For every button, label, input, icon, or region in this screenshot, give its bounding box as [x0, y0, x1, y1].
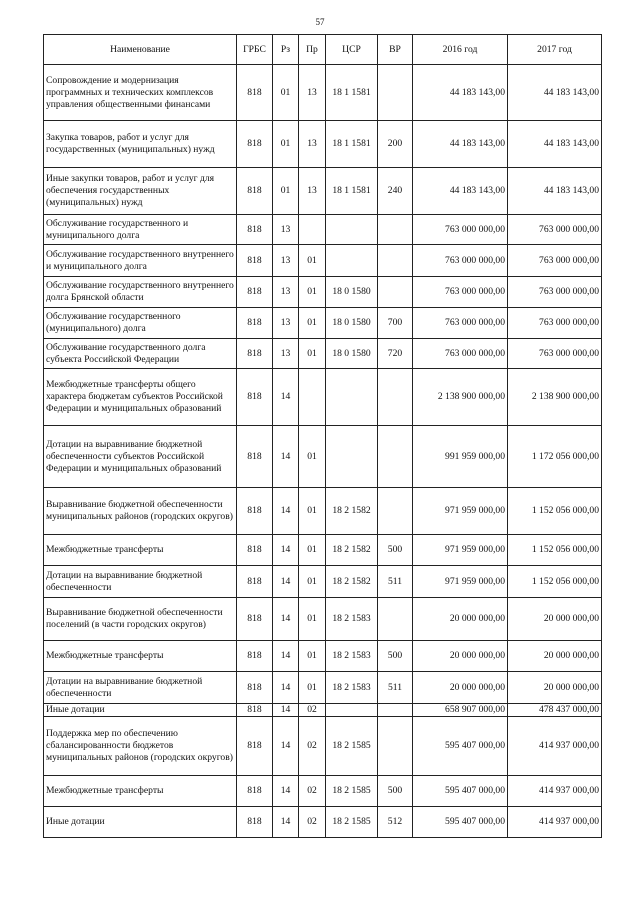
row-vr: [378, 598, 413, 641]
row-name: Обслуживание государственного внутреннего и муниципального долга: [44, 245, 237, 277]
row-pr: 02: [299, 717, 326, 776]
row-2017: 2 138 900 000,00: [508, 369, 602, 426]
row-grbs: 818: [237, 168, 273, 215]
row-2016: 971 959 000,00: [413, 535, 508, 566]
row-name: Поддержка мер по обеспечению сбалансированности бюджетов муниципальных районов (городских округов): [44, 717, 237, 776]
row-pr: 13: [299, 168, 326, 215]
row-rz: 14: [273, 717, 299, 776]
row-pr: 01: [299, 339, 326, 369]
row-csr: [326, 215, 378, 245]
row-2017: 44 183 143,00: [508, 121, 602, 168]
header-csr: ЦСР: [326, 35, 378, 65]
row-vr: 500: [378, 535, 413, 566]
header-pr: Пр: [299, 35, 326, 65]
row-rz: 13: [273, 308, 299, 339]
row-csr: [326, 426, 378, 488]
row-vr: [378, 488, 413, 535]
row-rz: 14: [273, 369, 299, 426]
row-rz: 14: [273, 776, 299, 807]
row-vr: 500: [378, 776, 413, 807]
row-csr: 18 2 1583: [326, 641, 378, 672]
row-csr: 18 2 1582: [326, 535, 378, 566]
table-row: [44, 215, 602, 245]
row-vr: [378, 245, 413, 277]
row-vr: 511: [378, 566, 413, 598]
row-pr: [299, 369, 326, 426]
row-2016: 971 959 000,00: [413, 566, 508, 598]
row-csr: [326, 369, 378, 426]
row-2016: 44 183 143,00: [413, 65, 508, 121]
row-grbs: 818: [237, 369, 273, 426]
row-rz: 14: [273, 566, 299, 598]
row-rz: 14: [273, 704, 299, 717]
row-pr: 01: [299, 535, 326, 566]
header-grbs: ГРБС: [237, 35, 273, 65]
row-name: Иные дотации: [44, 704, 237, 717]
budget-table: [43, 34, 602, 838]
table-row: [44, 704, 602, 717]
row-csr: 18 2 1583: [326, 672, 378, 704]
table-row: [44, 65, 602, 121]
header-name: Наименование: [44, 35, 237, 65]
row-name: Закупка товаров, работ и услуг для государственных (муниципальных) нужд: [44, 121, 237, 168]
row-2017: 763 000 000,00: [508, 215, 602, 245]
row-vr: 512: [378, 807, 413, 838]
table-row: [44, 121, 602, 168]
row-csr: [326, 704, 378, 717]
page-number: 57: [315, 17, 325, 27]
row-vr: [378, 215, 413, 245]
row-2017: 20 000 000,00: [508, 672, 602, 704]
table-row: [44, 535, 602, 566]
table-row: [44, 245, 602, 277]
row-rz: 01: [273, 168, 299, 215]
row-2016: 763 000 000,00: [413, 339, 508, 369]
row-grbs: 818: [237, 641, 273, 672]
row-csr: 18 2 1582: [326, 566, 378, 598]
row-name: Обслуживание государственного долга субъекта Российской Федерации: [44, 339, 237, 369]
row-grbs: 818: [237, 426, 273, 488]
table-row: [44, 776, 602, 807]
row-2017: 1 152 056 000,00: [508, 488, 602, 535]
row-grbs: 818: [237, 776, 273, 807]
row-grbs: 818: [237, 704, 273, 717]
row-2016: 595 407 000,00: [413, 717, 508, 776]
row-2016: 44 183 143,00: [413, 121, 508, 168]
row-2016: 20 000 000,00: [413, 598, 508, 641]
table-row: [44, 339, 602, 369]
row-pr: 02: [299, 807, 326, 838]
row-name: Обслуживание государственного внутреннего долга Брянской области: [44, 277, 237, 308]
row-pr: 01: [299, 672, 326, 704]
row-name: Выравнивание бюджетной обеспеченности муниципальных районов (городских округов): [44, 488, 237, 535]
row-2017: 414 937 000,00: [508, 807, 602, 838]
row-grbs: 818: [237, 277, 273, 308]
table-row: [44, 672, 602, 704]
row-2016: 20 000 000,00: [413, 672, 508, 704]
row-rz: 13: [273, 339, 299, 369]
row-csr: 18 2 1585: [326, 776, 378, 807]
row-2016: 763 000 000,00: [413, 245, 508, 277]
row-csr: 18 1 1581: [326, 121, 378, 168]
row-name: Иные закупки товаров, работ и услуг для обеспечения государственных (муниципальных) нужд: [44, 168, 237, 215]
row-vr: [378, 704, 413, 717]
header-rz: Рз: [273, 35, 299, 65]
table-row: [44, 717, 602, 776]
row-pr: 01: [299, 598, 326, 641]
row-grbs: 818: [237, 308, 273, 339]
row-2017: 763 000 000,00: [508, 339, 602, 369]
header-vr: ВР: [378, 35, 413, 65]
row-grbs: 818: [237, 566, 273, 598]
row-name: Межбюджетные трансферты: [44, 535, 237, 566]
row-rz: 13: [273, 277, 299, 308]
row-pr: 13: [299, 65, 326, 121]
row-grbs: 818: [237, 245, 273, 277]
row-vr: [378, 717, 413, 776]
table-row: [44, 369, 602, 426]
row-csr: 18 2 1582: [326, 488, 378, 535]
row-vr: 511: [378, 672, 413, 704]
table-row: [44, 426, 602, 488]
row-vr: 720: [378, 339, 413, 369]
row-2016: 595 407 000,00: [413, 807, 508, 838]
row-2016: 20 000 000,00: [413, 641, 508, 672]
row-vr: 240: [378, 168, 413, 215]
row-2017: 1 152 056 000,00: [508, 566, 602, 598]
row-2016: 763 000 000,00: [413, 215, 508, 245]
row-pr: 13: [299, 121, 326, 168]
table-body: [44, 65, 602, 838]
row-rz: 13: [273, 245, 299, 277]
row-2016: 971 959 000,00: [413, 488, 508, 535]
row-2017: 1 152 056 000,00: [508, 535, 602, 566]
row-pr: 01: [299, 641, 326, 672]
row-pr: 02: [299, 704, 326, 717]
table-row: [44, 598, 602, 641]
row-grbs: 818: [237, 65, 273, 121]
row-grbs: 818: [237, 598, 273, 641]
row-csr: 18 0 1580: [326, 308, 378, 339]
row-name: Межбюджетные трансферты: [44, 776, 237, 807]
row-name: Иные дотации: [44, 807, 237, 838]
row-name: Обслуживание государственного (муниципального) долга: [44, 308, 237, 339]
row-csr: 18 2 1585: [326, 807, 378, 838]
row-csr: 18 2 1583: [326, 598, 378, 641]
row-2017: 1 172 056 000,00: [508, 426, 602, 488]
row-vr: 700: [378, 308, 413, 339]
row-2017: 478 437 000,00: [508, 704, 602, 717]
row-grbs: 818: [237, 121, 273, 168]
row-2017: 20 000 000,00: [508, 641, 602, 672]
row-pr: 01: [299, 277, 326, 308]
table-row: [44, 168, 602, 215]
row-grbs: 818: [237, 339, 273, 369]
row-pr: 01: [299, 488, 326, 535]
row-2016: 44 183 143,00: [413, 168, 508, 215]
row-pr: 01: [299, 308, 326, 339]
row-2016: 991 959 000,00: [413, 426, 508, 488]
row-name: Дотации на выравнивание бюджетной обеспеченности субъектов Российской Федерации и муниципальных образований: [44, 426, 237, 488]
row-grbs: 818: [237, 672, 273, 704]
row-2016: 763 000 000,00: [413, 277, 508, 308]
row-2017: 20 000 000,00: [508, 598, 602, 641]
table-row: [44, 807, 602, 838]
row-csr: [326, 245, 378, 277]
row-2016: 2 138 900 000,00: [413, 369, 508, 426]
row-pr: 02: [299, 776, 326, 807]
row-name: Межбюджетные трансферты: [44, 641, 237, 672]
row-2017: 763 000 000,00: [508, 277, 602, 308]
row-rz: 13: [273, 215, 299, 245]
row-2017: 414 937 000,00: [508, 717, 602, 776]
row-2016: 595 407 000,00: [413, 776, 508, 807]
row-rz: 14: [273, 807, 299, 838]
row-vr: [378, 65, 413, 121]
table-row: [44, 308, 602, 339]
row-rz: 14: [273, 598, 299, 641]
row-2016: 658 907 000,00: [413, 704, 508, 717]
row-2017: 44 183 143,00: [508, 65, 602, 121]
row-rz: 14: [273, 488, 299, 535]
table-row: [44, 488, 602, 535]
row-name: Дотации на выравнивание бюджетной обеспеченности: [44, 672, 237, 704]
row-pr: 01: [299, 566, 326, 598]
row-pr: 01: [299, 245, 326, 277]
header-2017: 2017 год: [508, 35, 602, 65]
table-header-row: [44, 35, 602, 65]
row-grbs: 818: [237, 717, 273, 776]
row-pr: [299, 215, 326, 245]
row-rz: 14: [273, 672, 299, 704]
header-2016: 2016 год: [413, 35, 508, 65]
row-rz: 14: [273, 641, 299, 672]
row-vr: [378, 277, 413, 308]
row-rz: 14: [273, 426, 299, 488]
row-rz: 01: [273, 121, 299, 168]
row-name: Сопровождение и модернизация программных и технических комплексов управления общественными финансами: [44, 65, 237, 121]
row-vr: 500: [378, 641, 413, 672]
row-name: Межбюджетные трансферты общего характера бюджетам субъектов Российской Федерации и муниципальных образований: [44, 369, 237, 426]
table-row: [44, 566, 602, 598]
table-row: [44, 277, 602, 308]
row-2017: 763 000 000,00: [508, 308, 602, 339]
row-2017: 44 183 143,00: [508, 168, 602, 215]
row-vr: [378, 369, 413, 426]
row-grbs: 818: [237, 215, 273, 245]
row-pr: 01: [299, 426, 326, 488]
row-vr: 200: [378, 121, 413, 168]
row-2016: 763 000 000,00: [413, 308, 508, 339]
row-csr: 18 0 1580: [326, 277, 378, 308]
row-name: Дотации на выравнивание бюджетной обеспеченности: [44, 566, 237, 598]
row-name: Выравнивание бюджетной обеспеченности поселений (в части городских округов): [44, 598, 237, 641]
row-rz: 01: [273, 65, 299, 121]
table-row: [44, 641, 602, 672]
row-rz: 14: [273, 535, 299, 566]
row-csr: 18 1 1581: [326, 65, 378, 121]
row-grbs: 818: [237, 807, 273, 838]
row-grbs: 818: [237, 488, 273, 535]
row-2017: 414 937 000,00: [508, 776, 602, 807]
row-csr: 18 0 1580: [326, 339, 378, 369]
row-2017: 763 000 000,00: [508, 245, 602, 277]
row-grbs: 818: [237, 535, 273, 566]
row-csr: 18 2 1585: [326, 717, 378, 776]
row-csr: 18 1 1581: [326, 168, 378, 215]
row-name: Обслуживание государственного и муниципального долга: [44, 215, 237, 245]
row-vr: [378, 426, 413, 488]
